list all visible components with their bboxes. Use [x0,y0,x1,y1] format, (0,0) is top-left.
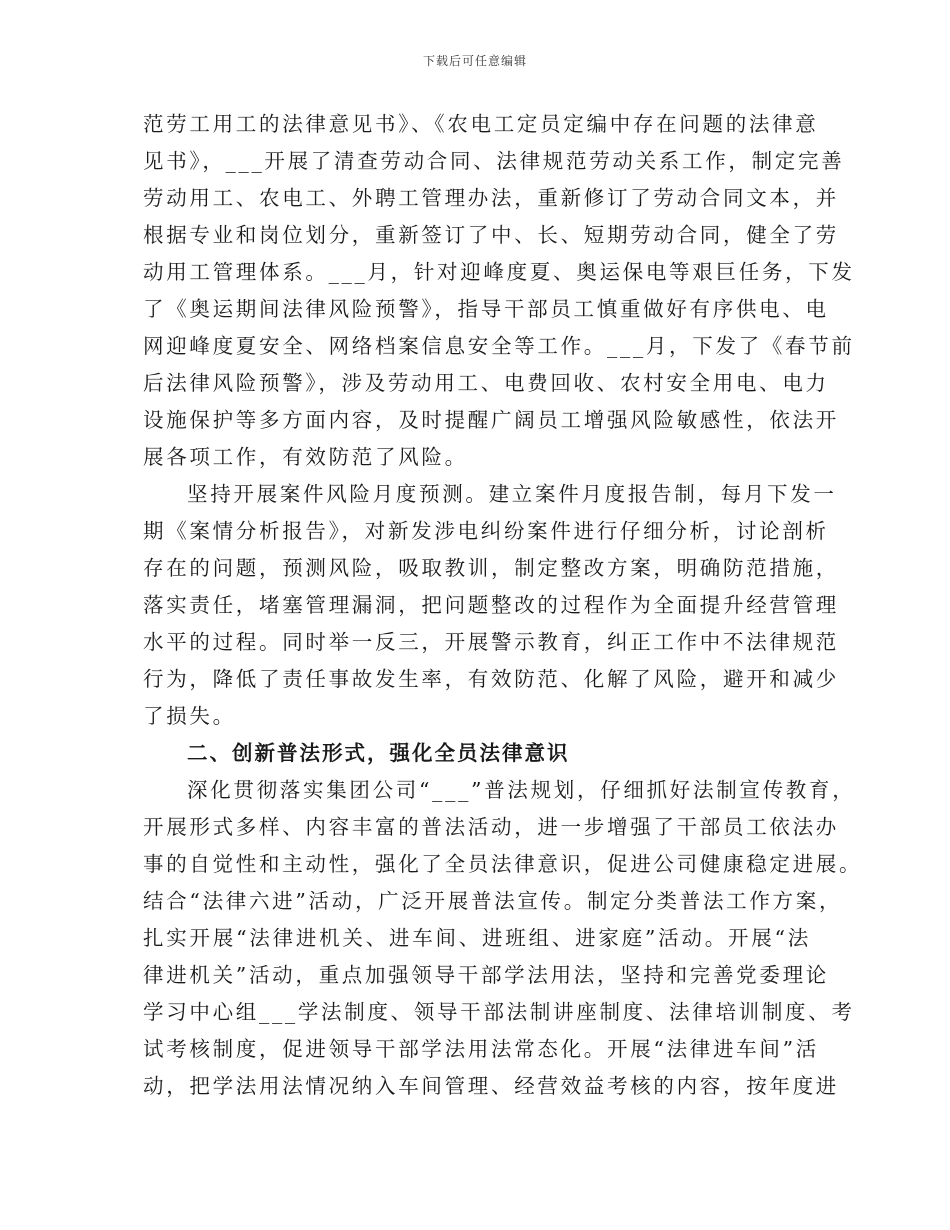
text-line: 落实责任，堵塞管理漏洞，把问题整改的过程作为全面提升经营管理 [143,593,839,617]
text-line: 结合“法律六进”活动，广泛开展普法宣传。制定分类普法工作方案， [143,889,843,913]
text-line: 学习中心组___学法制度、领导干部法制讲座制度、法律培训制度、考 [143,1000,855,1024]
paragraph-start-line: 深化贯彻落实集团公司“___”普法规划，仔细抓好法制宣传教育， [187,778,856,802]
text-line: 动，把学法用法情况纳入车间管理、经营效益考核的内容，按年度进 [143,1074,839,1098]
paragraph-start-line: 坚持开展案件风险月度预测。建立案件月度报告制，每月下发一 [187,482,837,506]
text-line: 开展形式多样、内容丰富的普法活动，进一步增强了干部员工依法办 [143,815,839,839]
text-line: 存在的问题，预测风险，吸取教训，制定整改方案，明确防范措施， [143,556,839,580]
text-line: 见书》，___开展了清查劳动合同、法律规范劳动关系工作，制定完善 [143,149,845,173]
text-line: 动用工管理体系。___月，针对迎峰度夏、奥运保电等艰巨任务，下发 [143,260,855,284]
text-line: 网迎峰度夏安全、网络档案信息安全等工作。___月，下发了《春节前 [143,334,855,358]
page-header-note: 下载后可任意编辑 [422,54,527,68]
text-line: 设施保护等多方面内容，及时提醒广阔员工增强风险敏感性，依法开 [143,408,839,432]
text-line: 扎实开展“法律进机关、进车间、进班组、进家庭”活动。开展“法 [143,926,811,950]
text-line: 后法律风险预警》，涉及劳动用工、电费回收、农村安全用电、电力 [143,371,829,395]
text-line: 律进机关”活动，重点加强领导干部学法用法，坚持和完善党委理论 [143,963,829,987]
document-body [143,106,863,1105]
text-line: 事的自觉性和主动性，强化了全员法律意识，促进公司健康稳定进展。 [143,852,863,876]
text-line: 劳动用工、农电工、外聘工管理办法，重新修订了劳动合同文本，并 [143,186,839,210]
text-line: 了《奥运期间法律风险预警》，指导干部员工慎重做好有序供电、电 [143,297,829,321]
text-line: 范劳工用工的法律意见书》、《农电工定员定编中存在问题的法律意 [143,112,819,136]
text-line: 试考核制度，促进领导干部学法用法常态化。开展“法律进车间”活 [143,1037,819,1061]
text-line: 展各项工作，有效防范了风险。 [143,445,468,469]
text-line: 根据专业和岗位划分，重新签订了中、长、短期劳动合同，健全了劳 [143,223,839,247]
section-heading: 二、创新普法形式，强化全员法律意识 [187,741,570,765]
text-line: 行为，降低了责任事故发生率，有效防范、化解了风险，避开和减少 [143,667,839,691]
text-line: 期《案情分析报告》，对新发涉电纠纷案件进行仔细分析，讨论剖析 [143,519,829,543]
text-line: 了损失。 [143,704,236,728]
text-line: 水平的过程。同时举一反三，开展警示教育，纠正工作中不法律规范 [143,630,839,654]
